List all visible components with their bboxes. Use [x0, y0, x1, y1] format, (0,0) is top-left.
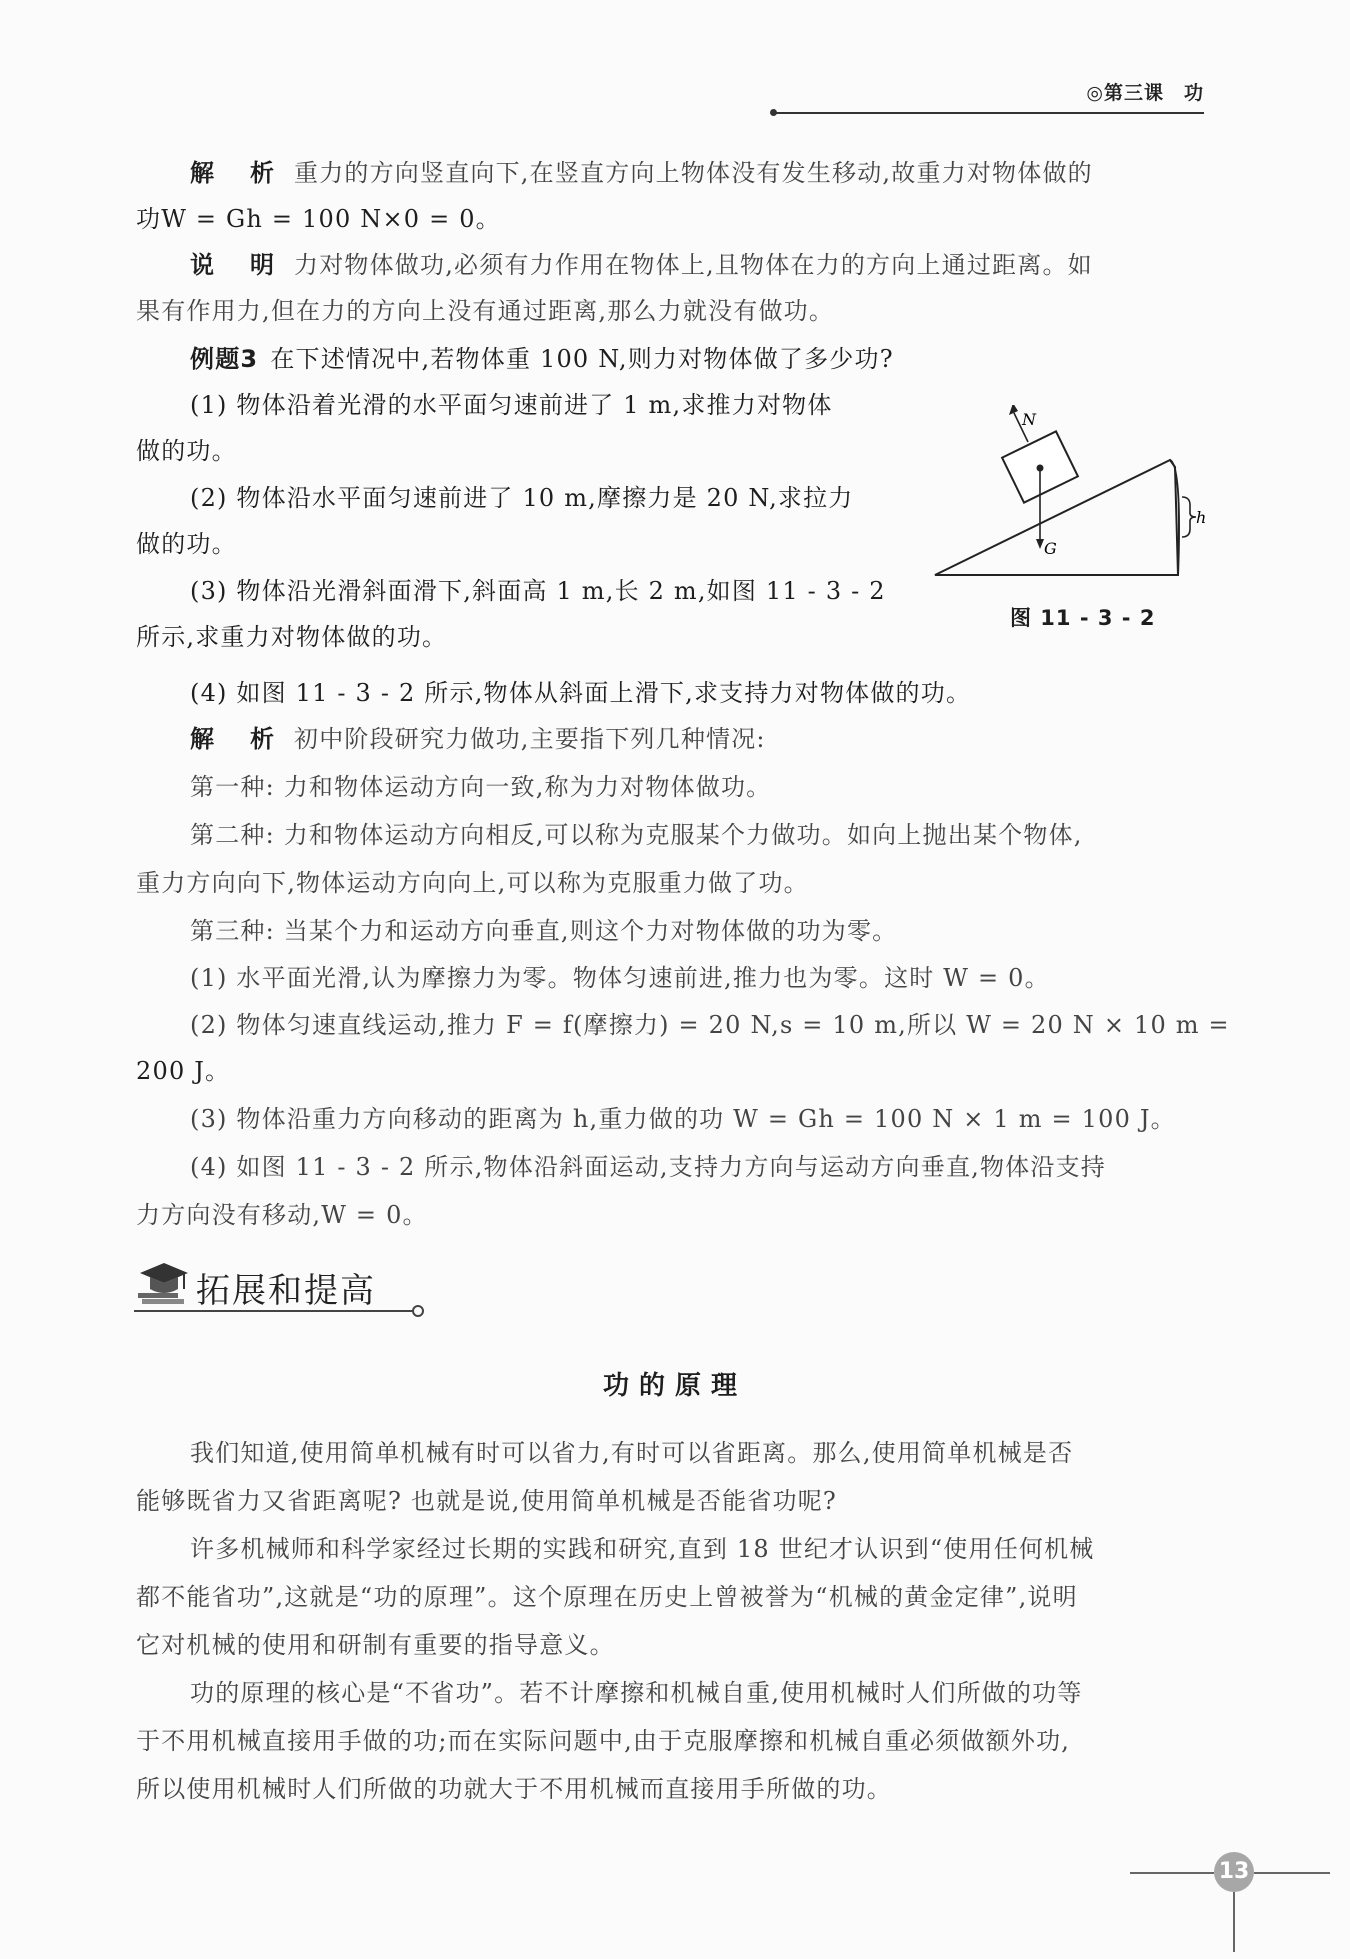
solution-case-3: 第三种: 当某个力和运动方向垂直,则这个力对物体做的功为零。: [190, 917, 898, 945]
label-h: h: [1196, 508, 1207, 527]
page-number-rule-left: [1130, 1872, 1214, 1874]
article-p2-line-2: 都不能省功”,这就是“功的原理”。这个原理在历史上曾被誉为“机械的黄金定律”,说明: [136, 1583, 1078, 1611]
answer-4-line-1: (4) 如图 11 - 3 - 2 所示,物体沿斜面运动,支持力方向与运动方向垂直,物体沿支持: [190, 1153, 1106, 1181]
analysis-1-line-2: 功W = Gh = 100 N×0 = 0。: [136, 205, 501, 233]
answer-4-line-2: 力方向没有移动,W = 0。: [136, 1201, 428, 1229]
label-g: G: [1044, 539, 1057, 558]
solution-intro: [190, 724, 766, 754]
article-p3-line-2: 于不用机械直接用手做的功;而在实际问题中,由于克服摩擦和机械自重必须做额外功,: [136, 1727, 1071, 1755]
note-line-1: [190, 250, 1093, 280]
article-p1-line-2: 能够既省力又省距离呢? 也就是说,使用简单机械是否能省功呢?: [136, 1487, 837, 1515]
question-2-line-2: 做的功。: [136, 530, 237, 558]
example-label: 例题3: [190, 345, 259, 373]
solution-label: 解 析: [190, 725, 280, 753]
article-p2-line-1: 许多机械师和科学家经过长期的实践和研究,直到 18 世纪才认识到“使用任何机械: [190, 1535, 1095, 1563]
section-heading: [134, 1255, 424, 1315]
graduation-cap-icon: [134, 1255, 192, 1307]
page-number-rule-vertical: [1233, 1892, 1235, 1952]
analysis-1-line-1: [190, 158, 1093, 188]
section-rule-circle: [412, 1305, 424, 1317]
question-3-line-2: 所示,求重力对物体做的功。: [136, 623, 448, 651]
analysis-label: 解 析: [190, 159, 280, 187]
article-title: 功的原理: [602, 1371, 747, 1401]
question-3-line-1: (3) 物体沿光滑斜面滑下,斜面高 1 m,长 2 m,如图 11 - 3 - 2: [190, 577, 886, 605]
example-stem: [190, 344, 894, 374]
header-rule-dot: [770, 109, 777, 116]
header-title: ◎第三课 功: [1086, 82, 1204, 104]
label-n: N: [1022, 410, 1036, 429]
section-rule: [134, 1310, 414, 1312]
running-header: [770, 78, 1204, 118]
header-rule: [776, 112, 1204, 114]
question-4: (4) 如图 11 - 3 - 2 所示,物体从斜面上滑下,求支持力对物体做的功。: [190, 679, 972, 707]
example-stem-text: 在下述情况中,若物体重 100 N,则力对物体做了多少功?: [270, 345, 894, 373]
article-p2-line-3: 它对机械的使用和研制有重要的指导意义。: [136, 1631, 615, 1659]
answer-1: (1) 水平面光滑,认为摩擦力为零。物体匀速前进,推力也为零。这时 W = 0。: [190, 964, 1050, 992]
solution-case-2-line-1: 第二种: 力和物体运动方向相反,可以称为克服某个力做功。如向上抛出某个物体,: [190, 821, 1083, 849]
article-p3-line-3: 所以使用机械时人们所做的功就大于不用机械而直接用手所做的功。: [136, 1775, 892, 1803]
height-brace: [1182, 497, 1196, 537]
note-line-2: 果有作用力,但在力的方向上没有通过距离,那么力就没有做功。: [136, 297, 835, 325]
question-1-line-2: 做的功。: [136, 437, 237, 465]
analysis-1-text: 重力的方向竖直向下,在竖直方向上物体没有发生移动,故重力对物体做的: [294, 159, 1093, 187]
article-p3-line-1: 功的原理的核心是“不省功”。若不计摩擦和机械自重,使用机械时人们所做的功等: [190, 1679, 1083, 1707]
page-number: 13: [1214, 1852, 1254, 1892]
solution-intro-text: 初中阶段研究力做功,主要指下列几种情况:: [294, 725, 766, 753]
incline-figure: [930, 405, 1210, 615]
note-text: 力对物体做功,必须有力作用在物体上,且物体在力的方向上通过距离。如: [294, 251, 1093, 279]
solution-case-2-line-2: 重力方向向下,物体运动方向向上,可以称为克服重力做了功。: [136, 869, 809, 897]
question-2-line-1: (2) 物体沿水平面匀速前进了 10 m,摩擦力是 20 N,求拉力: [190, 484, 854, 512]
answer-3: (3) 物体沿重力方向移动的距离为 h,重力做的功 W = Gh = 100 N × 1 m = 100 J。: [190, 1105, 1176, 1133]
article-p1-line-1: 我们知道,使用简单机械有时可以省力,有时可以省距离。那么,使用简单机械是否: [190, 1439, 1074, 1467]
solution-case-1: 第一种: 力和物体运动方向一致,称为力对物体做功。: [190, 773, 772, 801]
answer-2-line-1: (2) 物体匀速直线运动,推力 F = f(摩擦力) = 20 N,s = 10 m,所以 W = 20 N × 10 m =: [190, 1011, 1230, 1039]
gravity-arrowhead: [1036, 539, 1044, 549]
question-1-line-1: (1) 物体沿着光滑的水平面匀速前进了 1 m,求推力对物体: [190, 391, 833, 419]
section-title: 拓展和提高: [196, 1271, 376, 1311]
page-number-rule-right: [1254, 1872, 1330, 1874]
note-label: 说 明: [190, 251, 280, 279]
figure-caption: 图 11 - 3 - 2: [1010, 606, 1156, 630]
answer-2-line-2: 200 J。: [136, 1057, 231, 1085]
